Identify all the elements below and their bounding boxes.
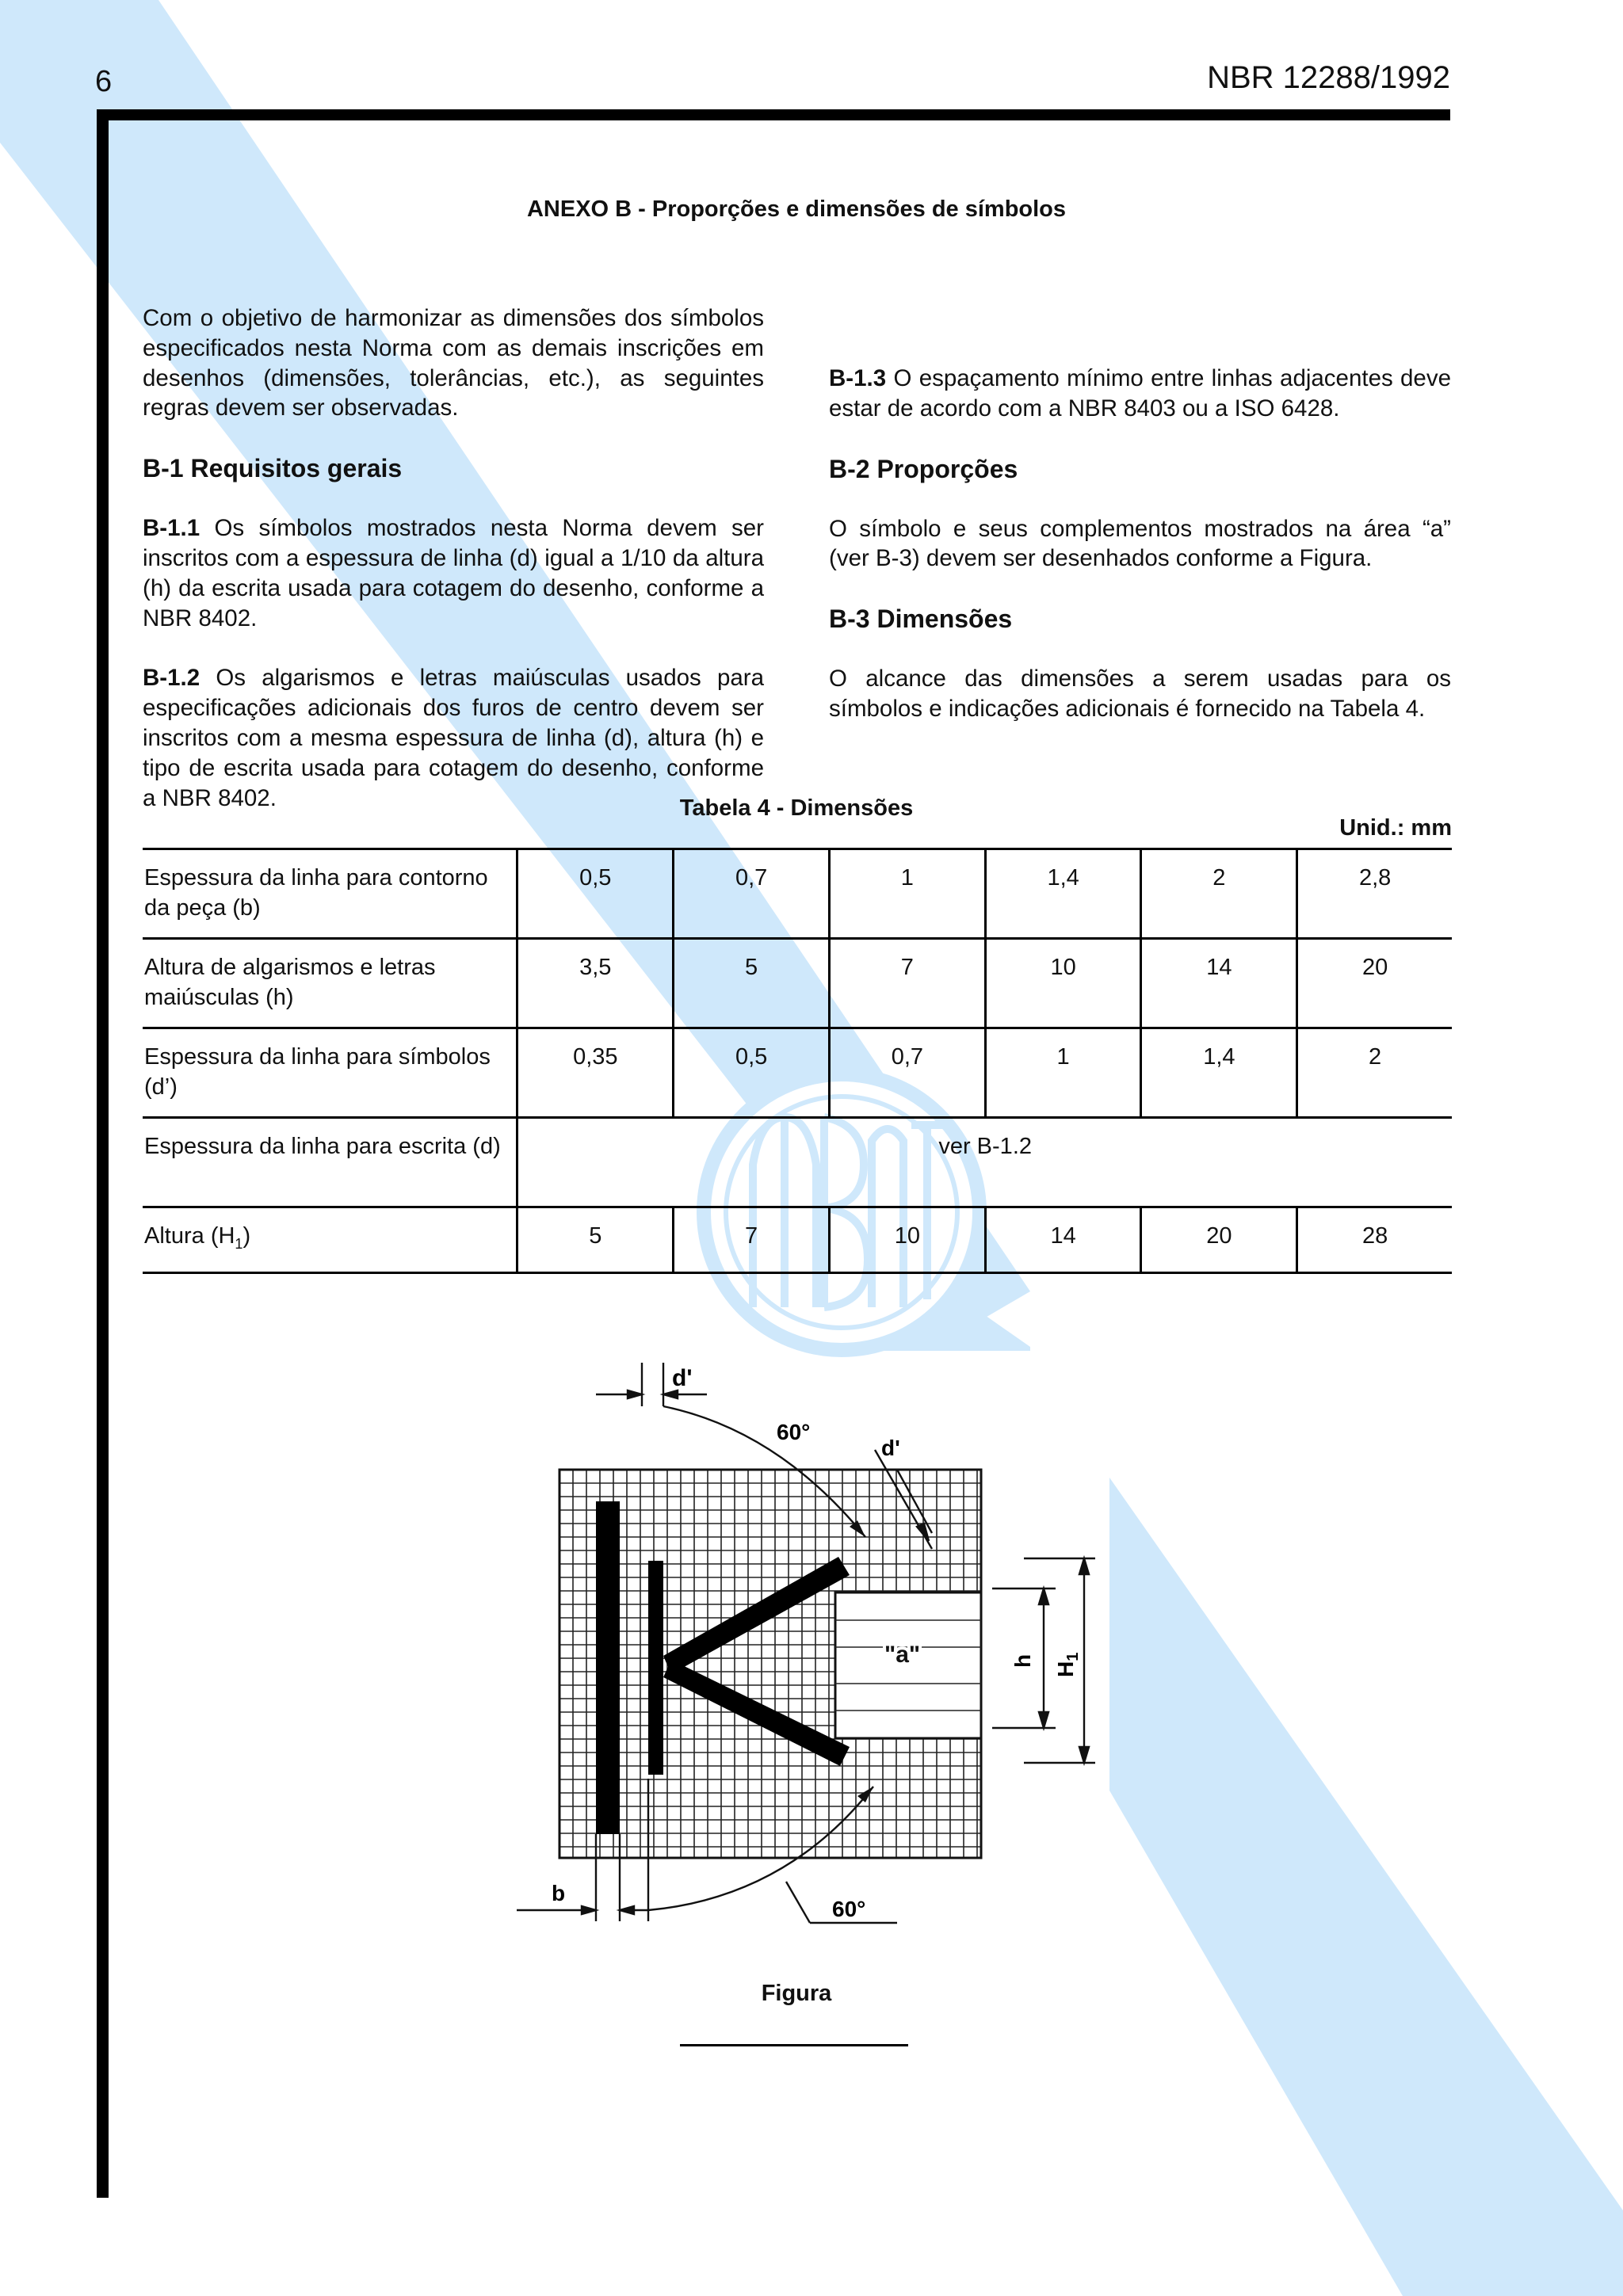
- symbol-thin-stroke: [648, 1561, 663, 1775]
- table-cell: 7: [829, 939, 985, 1028]
- end-rule: [680, 2044, 908, 2046]
- table-cell: 5: [517, 1207, 674, 1273]
- row-label: Espessura da linha para contorno da peça (b): [143, 849, 517, 939]
- label-angle-bottom: 60°: [832, 1897, 866, 1921]
- clause-b1-1-label: B-1.1: [143, 515, 200, 542]
- table-cell: 10: [985, 939, 1141, 1028]
- symbol-lower-arm: [663, 1660, 850, 1766]
- intro-paragraph: Com o objetivo de harmonizar as dimensões dos símbolos especificados nesta Norma com as demais inscrições em desenhos (dimensões, tolerâncias, etc.), as seguintes regras devem ser observadas.: [143, 305, 764, 421]
- label-H1-main: H: [1053, 1661, 1078, 1677]
- table-cell: 2,8: [1297, 849, 1452, 939]
- table-cell: 28: [1297, 1207, 1452, 1273]
- table-cell: 20: [1297, 939, 1452, 1028]
- table-cell: 0,35: [517, 1028, 674, 1118]
- table-cell: 1: [985, 1028, 1141, 1118]
- row-label: [143, 1207, 517, 1273]
- header-rule: [98, 109, 1450, 120]
- clause-b1-2: [143, 663, 764, 813]
- label-area-a: "a": [884, 1642, 921, 1668]
- angle-arc-bottom-arrow: [857, 1787, 873, 1802]
- clause-b1-2-label: B-1.2: [143, 665, 200, 692]
- symbol-upper-arm: [663, 1557, 850, 1674]
- label-d-prime-diagonal: d': [881, 1436, 900, 1460]
- section-b3-heading: B-3 Dimensões: [829, 605, 1013, 634]
- page-number: 6: [95, 65, 113, 98]
- row-label-main: Altura (H: [144, 1223, 235, 1249]
- table-row: [143, 1207, 1452, 1273]
- clause-b1-3-label: B-1.3: [829, 365, 887, 391]
- table-title: Tabela 4 - Dimensões: [679, 795, 914, 821]
- table-cell: 10: [829, 1207, 985, 1273]
- label-b: b: [552, 1881, 566, 1905]
- figure-caption: Figura: [761, 1981, 832, 2006]
- row-label: Espessura da linha para escrita (d): [143, 1118, 517, 1207]
- label-angle-top: 60°: [777, 1420, 811, 1444]
- table-row: [143, 1118, 1452, 1207]
- label-H1: [1053, 1653, 1082, 1677]
- clause-b1-3-text: O espaçamento mínimo entre linhas adjacentes deve estar de acordo com a NBR 8403 ou a ISO 6428.: [829, 365, 1451, 421]
- row-label-subscript: 1: [235, 1235, 243, 1252]
- table-cell: 0,7: [829, 1028, 985, 1118]
- left-column: [143, 303, 764, 843]
- label-H1-sub: 1: [1064, 1652, 1082, 1661]
- table-cell: 0,5: [517, 849, 674, 939]
- table-cell: 0,5: [674, 1028, 830, 1118]
- symbol-proportion-figure: [517, 1351, 1119, 1937]
- section-b1-heading: B-1 Requisitos gerais: [143, 454, 403, 483]
- dimension-b: [517, 1779, 648, 1921]
- table-row: [143, 1028, 1452, 1118]
- angle-bottom-leader: [786, 1882, 810, 1923]
- row-label: Altura de algarismos e letras maiúsculas (h): [143, 939, 517, 1028]
- table-cell: 1,4: [1141, 1028, 1297, 1118]
- table-row: [143, 939, 1452, 1028]
- table-cell: 20: [1141, 1207, 1297, 1273]
- right-column: [829, 273, 1451, 754]
- clause-b1-3: [829, 364, 1451, 424]
- clause-b1-2-text: Os algarismos e letras maiúsculas usados para especificações adicionais dos furos de centro devem ser inscritos com a mesma espessura de linha (d), altura (h) e tipo de escrita usada para cotagem do desenho, conforme a NBR 8402.: [143, 665, 764, 811]
- document-code: NBR 12288/1992: [1207, 60, 1450, 95]
- symbol-thick-stroke: [596, 1501, 620, 1834]
- section-b2-text: O símbolo e seus complementos mostrados na área “a” (ver B-3) devem ser desenhados conforme a Figura.: [829, 515, 1451, 572]
- table-cell: 5: [674, 939, 830, 1028]
- margin-rule: [97, 109, 109, 2198]
- table-cell: 7: [674, 1207, 830, 1273]
- angle-arc-top-arrow: [850, 1520, 865, 1537]
- table-cell-merged: ver B-1.2: [517, 1118, 1452, 1207]
- section-b3-text: O alcance das dimensões a serem usadas para os símbolos e indicações adicionais é fornecido na Tabela 4.: [829, 666, 1451, 722]
- table-unit: Unid.: mm: [1339, 815, 1452, 841]
- label-h: h: [1010, 1653, 1035, 1668]
- row-label-end: ): [242, 1223, 251, 1249]
- table-cell: 2: [1141, 849, 1297, 939]
- clause-b1-1: [143, 513, 764, 633]
- label-d-prime-top: d': [672, 1365, 693, 1391]
- section-b2-heading: B-2 Proporções: [829, 454, 1018, 483]
- table-cell: 1,4: [985, 849, 1141, 939]
- table-cell: 1: [829, 849, 985, 939]
- table-row: [143, 849, 1452, 939]
- table-cell: 3,5: [517, 939, 674, 1028]
- clause-b1-1-text: Os símbolos mostrados nesta Norma devem ser inscritos com a espessura de linha (d) igual a 1/10 da altura (h) da escrita usada para cotagem do desenho, conforme a NBR 8402.: [143, 515, 764, 631]
- angle-arc-bottom: [648, 1787, 873, 1910]
- table-cell: 14: [985, 1207, 1141, 1273]
- table-cell: 2: [1297, 1028, 1452, 1118]
- annex-title: ANEXO B - Proporções e dimensões de símbolos: [526, 196, 1067, 222]
- table-cell: 14: [1141, 939, 1297, 1028]
- dimensions-table: [143, 848, 1452, 1274]
- row-label: Espessura da linha para símbolos (d’): [143, 1028, 517, 1118]
- table-cell: 0,7: [674, 849, 830, 939]
